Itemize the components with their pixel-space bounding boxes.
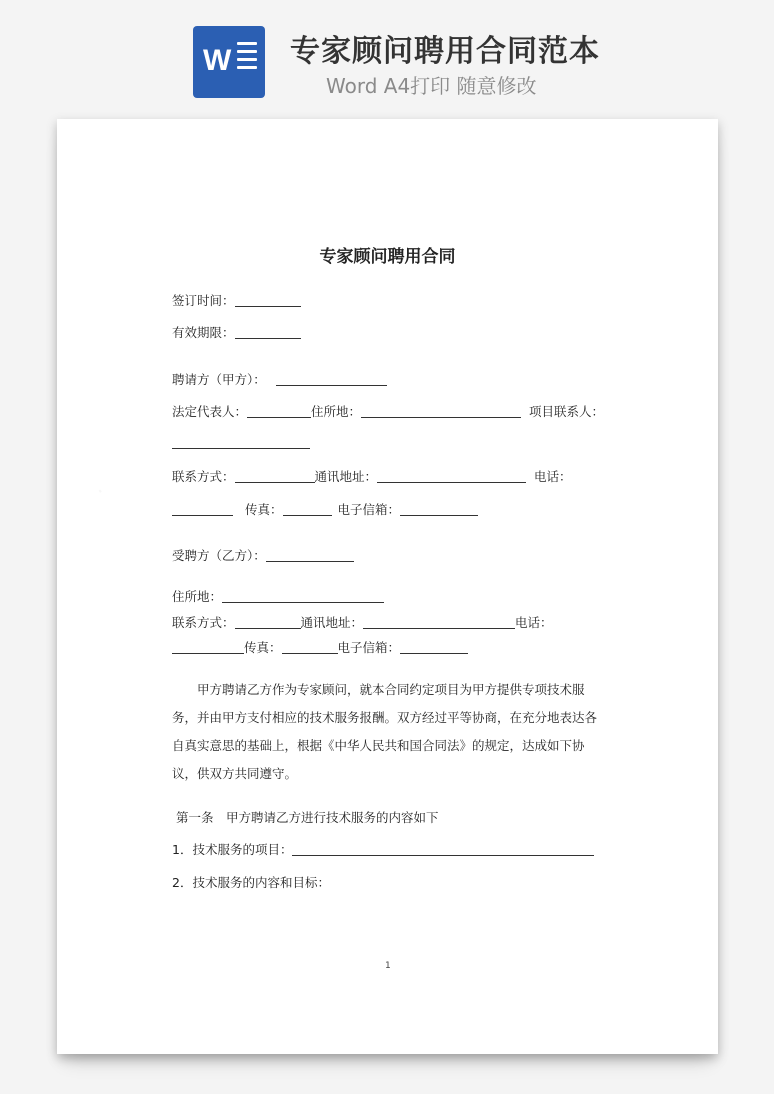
valid-period-blank[interactable] bbox=[235, 325, 301, 339]
watermark: · bbox=[90, 479, 111, 503]
sign-time-line bbox=[172, 291, 301, 309]
contact-blank-a[interactable] bbox=[235, 469, 315, 483]
party-a-line bbox=[172, 370, 387, 388]
fax-line-b bbox=[172, 638, 468, 656]
banner-title: 专家顾问聘用合同范本 bbox=[290, 34, 600, 69]
address-blank[interactable] bbox=[361, 404, 521, 418]
article-1: 第一条 甲方聘请乙方进行技术服务的内容如下 bbox=[176, 810, 439, 825]
phone-label-a: 电话： bbox=[534, 469, 572, 484]
fax-label-a: 传真： bbox=[245, 502, 283, 517]
page-number: 1 bbox=[385, 961, 391, 971]
contact-line-b bbox=[172, 613, 553, 631]
party-a-label: 聘请方（甲方）： bbox=[172, 372, 266, 387]
fax-line-a bbox=[172, 500, 478, 518]
contact-line-a bbox=[172, 467, 572, 485]
address-blank-b[interactable] bbox=[222, 589, 384, 603]
email-label-a: 电子信箱： bbox=[337, 502, 401, 517]
sign-time-blank[interactable] bbox=[235, 293, 301, 307]
word-icon-lines bbox=[237, 42, 257, 74]
project-contact-blank[interactable] bbox=[172, 435, 310, 449]
valid-period-label: 有效期限： bbox=[172, 325, 235, 340]
phone-blank-b[interactable] bbox=[172, 640, 244, 654]
item-2: 2．技术服务的内容和目标： bbox=[172, 875, 330, 890]
contact-label-a: 联系方式： bbox=[172, 469, 235, 484]
project-contact-label: 项目联系人： bbox=[529, 404, 605, 419]
mail-address-label-a: 通讯地址： bbox=[314, 469, 378, 484]
email-label-b: 电子信箱： bbox=[337, 640, 401, 655]
valid-period-line bbox=[172, 323, 301, 341]
word-icon-letter: W bbox=[203, 44, 232, 77]
phone-blank-a[interactable] bbox=[172, 502, 233, 516]
legal-rep-blank[interactable] bbox=[247, 404, 311, 418]
banner-subtitle: Word A4打印 随意修改 bbox=[326, 74, 537, 98]
address-label-b: 住所地： bbox=[172, 589, 223, 604]
fax-blank-b[interactable] bbox=[282, 640, 338, 654]
fax-blank-a[interactable] bbox=[283, 502, 332, 516]
phone-label-b: 电话： bbox=[515, 615, 553, 630]
contact-blank-b[interactable] bbox=[235, 615, 301, 629]
document-page bbox=[57, 119, 718, 1054]
legal-rep-line bbox=[172, 402, 604, 420]
party-b-blank[interactable] bbox=[266, 548, 354, 562]
contact-label-b: 联系方式： bbox=[172, 615, 235, 630]
sign-time-label: 签订时间： bbox=[172, 293, 235, 308]
party-b-line bbox=[172, 546, 354, 564]
item-1-label: 1．技术服务的项目： bbox=[172, 842, 293, 857]
item-1-blank[interactable] bbox=[292, 842, 594, 856]
word-icon bbox=[193, 26, 265, 98]
party-b-label: 受聘方（乙方）： bbox=[172, 548, 266, 563]
document-title: 专家顾问聘用合同 bbox=[319, 247, 456, 267]
address-label: 住所地： bbox=[311, 404, 362, 419]
mail-address-label-b: 通讯地址： bbox=[300, 615, 364, 630]
email-blank-b[interactable] bbox=[400, 640, 468, 654]
fax-label-b: 传真： bbox=[244, 640, 282, 655]
address-line-b bbox=[172, 587, 384, 605]
project-contact-blank-line bbox=[172, 435, 310, 450]
mail-address-blank-a[interactable] bbox=[377, 469, 526, 483]
preamble-paragraph: 甲方聘请乙方作为专家顾问，就本合同约定项目为甲方提供专项技术服务，并由甲方支付相应的技术服务报酬。双方经过平等协商，在充分地表达各自真实意思的基础上，根据《中华人民共和国合同法》的规定，达成如下协议，供双方共同遵守。 bbox=[172, 682, 598, 781]
legal-rep-label: 法定代表人： bbox=[172, 404, 248, 419]
item-1-line bbox=[172, 840, 594, 858]
email-blank-a[interactable] bbox=[400, 502, 478, 516]
party-a-blank[interactable] bbox=[276, 372, 387, 386]
banner-header bbox=[0, 0, 774, 110]
mail-address-blank-b[interactable] bbox=[363, 615, 515, 629]
